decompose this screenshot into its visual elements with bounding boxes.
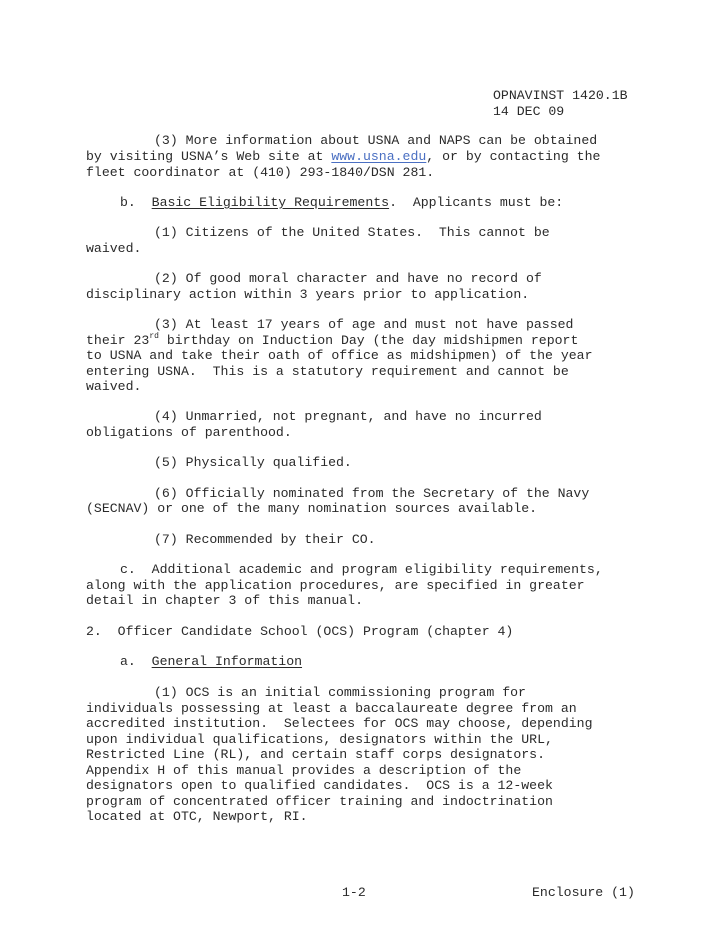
section-2a-label: a.: [120, 654, 136, 669]
doc-date: 14 DEC 09: [493, 104, 565, 119]
doc-id: OPNAVINST 1420.1B: [493, 88, 628, 103]
section-2a-heading: [120, 654, 302, 670]
section-2a-title: General Information: [151, 654, 303, 669]
item6-line1: (6) Officially nominated from the Secretary of the Navy: [154, 486, 590, 501]
para-a3-line1: (3) More information about USNA and NAPS can be obtained: [154, 133, 598, 148]
para-a3-line2-post: , or by contacting the: [426, 149, 601, 164]
para-a3-line2: [86, 149, 600, 165]
section-c-line2: along with the application procedures, are specified in greater: [86, 578, 585, 593]
page-number: 1-2: [342, 885, 366, 900]
item3-line2-post: birthday on Induction Day (the day midshipmen report: [158, 333, 579, 348]
ordinal-superscript: rd: [149, 332, 159, 341]
section-b-heading: [120, 195, 563, 211]
ocs-line8: program of concentrated officer training and indoctrination: [86, 794, 553, 809]
item7-line1: (7) Recommended by their CO.: [154, 532, 376, 547]
section-2-title: 2. Officer Candidate School (OCS) Program (chapter 4): [86, 624, 514, 639]
ocs-line3: accredited institution. Selectees for OCS may choose, depending: [86, 716, 593, 731]
item4-line1: (4) Unmarried, not pregnant, and have no incurred: [154, 409, 542, 424]
section-b-title: Basic Eligibility Requirements: [151, 195, 390, 210]
enclosure-label: Enclosure (1): [532, 885, 635, 900]
item3-line3: to USNA and take their oath of office as midshipmen) of the year: [86, 348, 593, 363]
item3-line2-pre: their 23: [86, 333, 150, 348]
ocs-line4: upon individual qualifications, designators within the URL,: [86, 732, 553, 747]
item2-line1: (2) Of good moral character and have no record of: [154, 271, 542, 286]
ocs-line1: (1) OCS is an initial commissioning program for: [154, 685, 526, 700]
item3-line2: [86, 333, 578, 349]
para-a3-line2-pre: by visiting USNA’s Web site at: [86, 149, 332, 164]
section-c-line1: c. Additional academic and program eligibility requirements,: [120, 562, 603, 577]
ocs-line7: designators open to qualified candidates. OCS is a 12-week: [86, 778, 553, 793]
ocs-line5: Restricted Line (RL), and certain staff corps designators.: [86, 747, 545, 762]
para-a3-line3: fleet coordinator at (410) 293-1840/DSN 281.: [86, 165, 435, 180]
item3-line1: (3) At least 17 years of age and must not have passed: [154, 317, 574, 332]
section-b-label: b.: [120, 195, 136, 210]
item1-line2: waived.: [86, 241, 142, 256]
ocs-line9: located at OTC, Newport, RI.: [86, 809, 308, 824]
ocs-line6: Appendix H of this manual provides a description of the: [86, 763, 522, 778]
item4-line2: obligations of parenthood.: [86, 425, 292, 440]
item6-line2: (SECNAV) or one of the many nomination sources available.: [86, 501, 538, 516]
item3-line4: entering USNA. This is a statutory requirement and cannot be: [86, 364, 569, 379]
usna-website-link[interactable]: www.usna.edu: [331, 149, 427, 164]
item5-line1: (5) Physically qualified.: [154, 455, 352, 470]
ocs-line2: individuals possessing at least a baccalaureate degree from an: [86, 701, 577, 716]
item3-line5: waived.: [86, 379, 142, 394]
section-b-lead: . Applicants must be:: [389, 195, 564, 210]
section-c-line3: detail in chapter 3 of this manual.: [86, 593, 363, 608]
item2-line2: disciplinary action within 3 years prior to application.: [86, 287, 530, 302]
item1-line1: (1) Citizens of the United States. This cannot be: [154, 225, 550, 240]
